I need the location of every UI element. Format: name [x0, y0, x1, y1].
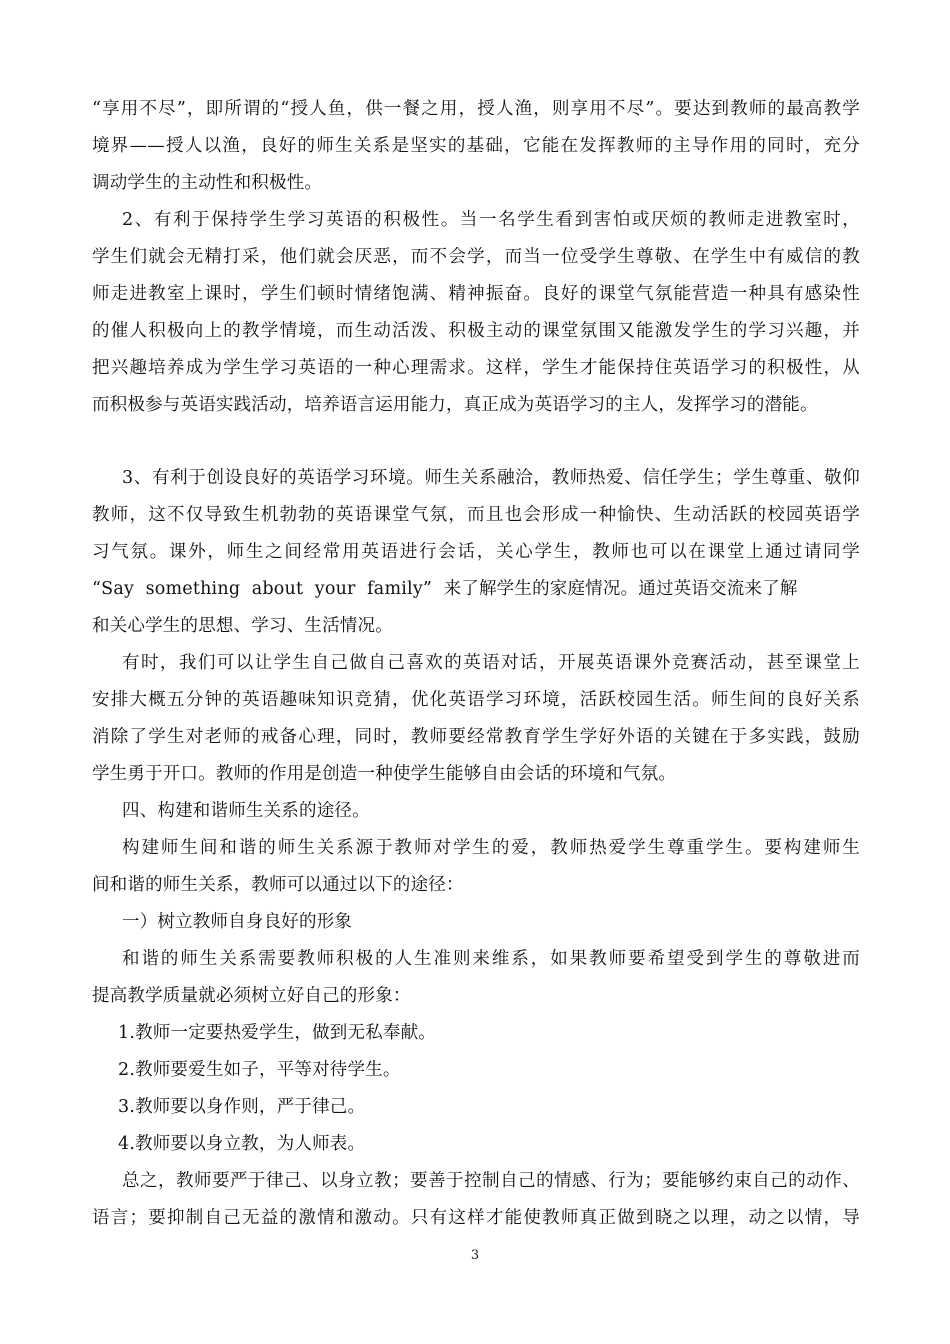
- text-line: 安排大概五分钟的英语趣味知识竞猜，优化英语学习环境，活跃校园生活。师生间的良好关系: [92, 690, 860, 710]
- text-line: 境界——授人以渔，良好的师生关系是坚实的基础，它能在发挥教师的主导作用的同时，充分: [92, 136, 860, 156]
- paragraph-start: 2、有利于保持学生学习英语的积极性。当一名学生看到害怕或厌烦的教师走进教室时，: [122, 210, 860, 230]
- paragraph-start: 总之，教师要严于律己、以身立教；要善于控制自己的情感、行为；要能够约束自己的动作、: [122, 1171, 860, 1191]
- text-line: 调动学生的主动性和积极性。: [92, 173, 323, 193]
- text-line: 提高教学质量就必须树立好自己的形象：: [92, 986, 411, 1006]
- subsection-heading: 一）树立教师自身良好的形象: [122, 912, 353, 932]
- list-item: 1.教师一定要热爱学生，做到无私奉献。: [118, 1023, 436, 1043]
- text-line: 和关心学生的思想、学习、生活情况。: [92, 616, 393, 636]
- text-line: 而积极参与英语实践活动，培养语言运用能力，真正成为英语学习的主人，发挥学习的潜能。: [92, 395, 818, 415]
- list-item: 3.教师要以身作则，严于律己。: [118, 1097, 366, 1117]
- paragraph-start: 构建师生间和谐的师生关系源于教师对学生的爱，教师热爱学生尊重学生。要构建师生: [122, 838, 860, 858]
- text-line: 教师，这不仅导致生机勃勃的英语课堂气氛，而且也会形成一种愉快、生动活跃的校园英语学: [92, 505, 860, 525]
- text-line: 的催人积极向上的教学情境，而生动活泼、积极主动的课堂氛围又能激发学生的学习兴趣，并: [92, 321, 860, 341]
- text-line: 消除了学生对老师的戒备心理，同时，教师要经常教育学生学好外语的关键在于多实践，鼓励: [92, 727, 860, 747]
- text-line: 习气氛。课外，师生之间经常用英语进行会话，关心学生，教师也可以在课堂上通过请同学: [92, 542, 860, 562]
- text-line: 把兴趣培养成为学生学习英语的一种心理需求。这样，学生才能保持住英语学习的积极性，从: [92, 358, 860, 378]
- text-line: 学生勇于开口。教师的作用是创造一种使学生能够自由会话的环境和气氛。: [92, 764, 677, 784]
- text-line: 语言；要抑制自己无益的激情和激动。只有这样才能使教师真正做到晓之以理，动之以情，导: [92, 1208, 860, 1228]
- paragraph-start: 有时，我们可以让学生自己做自己喜欢的英语对话，开展英语课外竞赛活动，甚至课堂上: [122, 653, 860, 673]
- list-item: 2.教师要爱生如子，平等对待学生。: [118, 1060, 401, 1080]
- list-item: 4.教师要以身立教，为人师表。: [118, 1134, 366, 1154]
- paragraph-start: 和谐的师生关系需要教师积极的人生准则来维系，如果教师要希望受到学生的尊敬进而: [122, 949, 860, 969]
- english-quote-line: “Say something about your family” 来了解学生的家庭情况。通过英语交流来了解: [92, 579, 798, 599]
- text-line: 师走进教室上课时，学生们顿时情绪饱满、精神振奋。良好的课堂气氛能营造一种具有感染性: [92, 284, 860, 304]
- text-line: 学生们就会无精打采，他们就会厌恶，而不会学，而当一位受学生尊敬、在学生中有威信的教: [92, 247, 860, 267]
- page-number: 3: [470, 1248, 480, 1263]
- section-heading: 四、构建和谐师生关系的途径。: [122, 801, 370, 821]
- text-line: “享用不尽”，即所谓的“授人鱼，供一餐之用，授人渔，则享用不尽”。要达到教师的最高教学: [92, 99, 860, 119]
- paragraph-start: 3、有利于创设良好的英语学习环境。师生关系融洽，教师热爱、信任学生；学生尊重、敬仰: [122, 468, 860, 488]
- text-line: 间和谐的师生关系，教师可以通过以下的途径：: [92, 875, 464, 895]
